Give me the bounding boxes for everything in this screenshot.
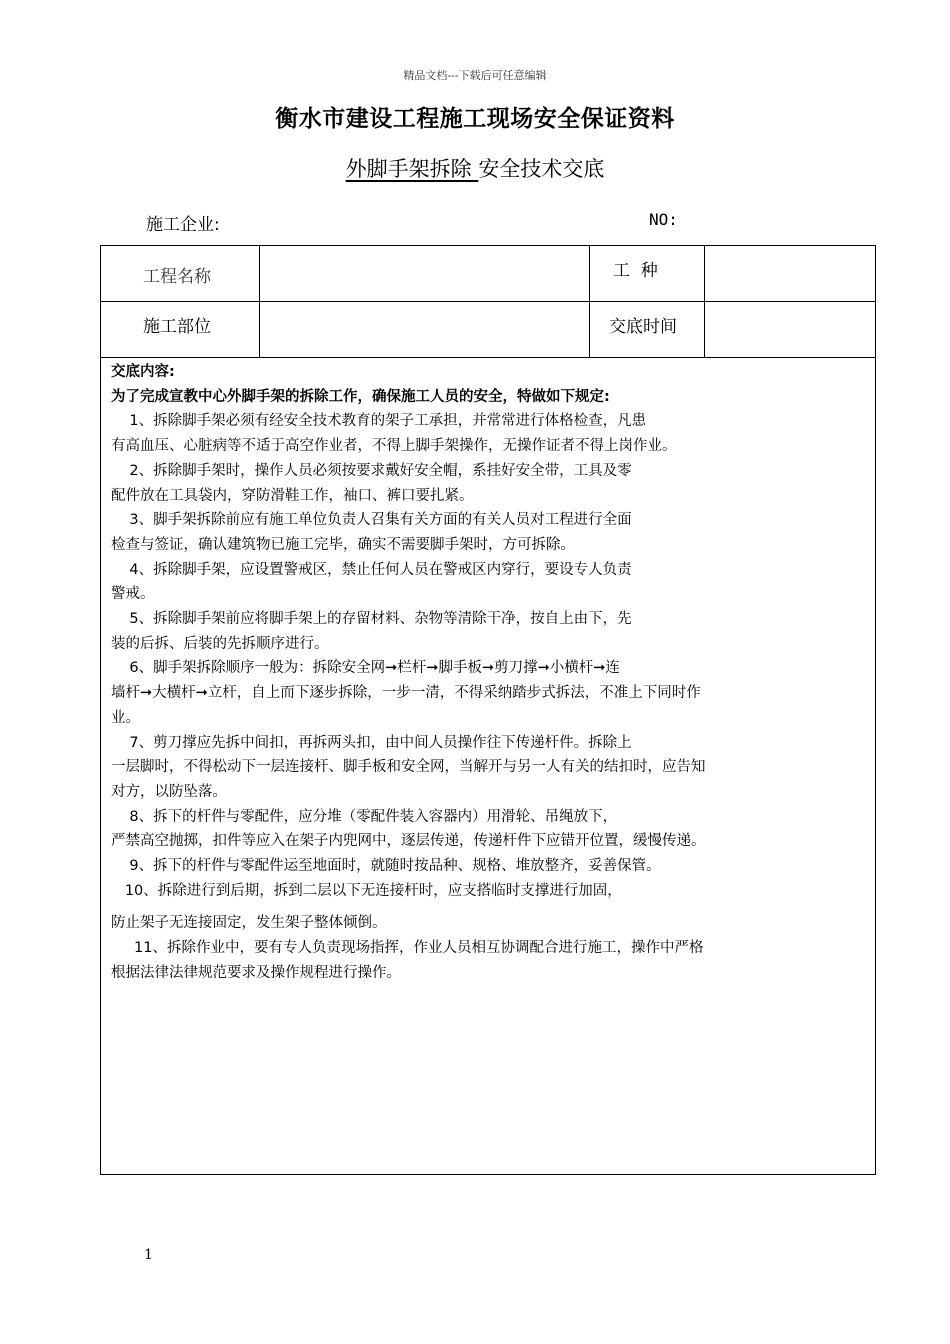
content-line: 7、剪刀撑应先拆中间扣，再拆两头扣，由中间人员操作往下传递杆件。拆除上 xyxy=(111,734,632,751)
row-divider xyxy=(101,357,875,358)
content-line: 防止架子无连接固定，发生架子整体倾倒。 xyxy=(111,915,387,932)
content-line: 8、拆下的杆件与零配件，应分堆（零配件装入容器内）用滑轮、吊绳放下， xyxy=(111,808,618,825)
content-line: 有高血压、心脏病等不适于高空作业者，不得上脚手架操作，无操作证者不得上岗作业。 xyxy=(111,438,677,455)
content-line: 警戒。 xyxy=(111,586,155,603)
document-subtitle xyxy=(0,153,950,183)
work-type-field[interactable] xyxy=(704,246,876,301)
content-line: 墙杆➞大横杆➞立杆，自上而下逐步拆除，一步一清，不得采纳踏步式拆法，不准上下同时作 xyxy=(111,685,701,702)
header-note: 精品文档---下载后可任意编辑 xyxy=(403,69,547,82)
company-label: 施工企业: xyxy=(146,215,220,235)
content-line: 3、脚手架拆除前应有施工单位负责人召集有关方面的有关人员对工程进行全面 xyxy=(111,512,632,529)
content-line: 检查与签证，确认建筑物已施工完毕，确实不需要脚手架时，方可拆除。 xyxy=(111,536,575,553)
handover-time-field[interactable] xyxy=(704,302,876,357)
content-lines xyxy=(111,409,871,985)
content-heading: 交底内容: xyxy=(111,364,175,380)
content-line: 一层脚时，不得松动下一层连接杆、脚手板和安全网，当解开与另一人有关的结扣时，应告知 xyxy=(111,759,706,776)
content-line: 根据法律法律规范要求及操作规程进行操作。 xyxy=(111,964,401,981)
content-line: 配件放在工具袋内，穿防滑鞋工作，袖口、裤口要扎紧。 xyxy=(111,487,474,504)
content-intro: 为了完成宣教中心外脚手架的拆除工作，确保施工人员的安全，特做如下规定: xyxy=(111,388,610,405)
column-divider xyxy=(589,246,590,357)
location-label: 施工部位 xyxy=(143,317,211,337)
document-number-label: NO: xyxy=(649,210,678,229)
handover-time-label: 交底时间 xyxy=(609,317,677,337)
document-title: 衡水市建设工程施工现场安全保证资料 xyxy=(275,106,675,132)
content-line: 10、拆除进行到后期，拆到二层以下无连接杆时，应支搭临时支撑进行加固， xyxy=(111,882,622,899)
content-line: 装的后拆、后装的先拆顺序进行。 xyxy=(111,635,329,652)
location-field[interactable] xyxy=(259,302,589,357)
content-line: 11、拆除作业中，要有专人负责现场指挥，作业人员相互协调配合进行施工，操作中严格 xyxy=(111,940,704,957)
content-line: 严禁高空抛掷，扣件等应入在架子内兜网中，逐层传递，传递杆件下应错开位置，缓慢传递。 xyxy=(111,833,706,850)
paragraph-gap xyxy=(111,903,871,911)
content-line: 6、脚手架拆除顺序一般为：拆除安全网➞栏杆➞脚手板➞剪刀撑➞小横杆➞连 xyxy=(111,660,620,677)
work-type-label: 工 种 xyxy=(613,261,658,281)
handover-form-table xyxy=(100,245,876,1175)
page-number: 1 xyxy=(144,1247,153,1263)
content-line: 5、拆除脚手架前应将脚手架上的存留材料、杂物等清除干净，按自上由下，先 xyxy=(111,611,632,628)
handover-content xyxy=(111,360,871,986)
subtitle-underlined: 外脚手架拆除 xyxy=(345,157,479,181)
content-line: 2、拆除脚手架时，操作人员必须按要求戴好安全帽，系挂好安全带，工具及零 xyxy=(111,462,632,479)
content-line: 业。 xyxy=(111,709,140,726)
subtitle-rest: 安全技术交底 xyxy=(478,157,605,181)
content-line: 对方，以防坠落。 xyxy=(111,783,227,800)
project-name-field[interactable] xyxy=(259,246,589,301)
content-line: 9、拆下的杆件与零配件运至地面时，就随时按品种、规格、堆放整齐，妥善保管。 xyxy=(111,858,661,875)
project-name-label: 工程名称 xyxy=(143,267,211,287)
content-line: 4、拆除脚手架，应设置警戒区，禁止任何人员在警戒区内穿行，要设专人负责 xyxy=(111,561,632,578)
content-line: 1、拆除脚手架必须有经安全技术教育的架子工承担，并常常进行体格检查，凡患 xyxy=(111,413,647,430)
